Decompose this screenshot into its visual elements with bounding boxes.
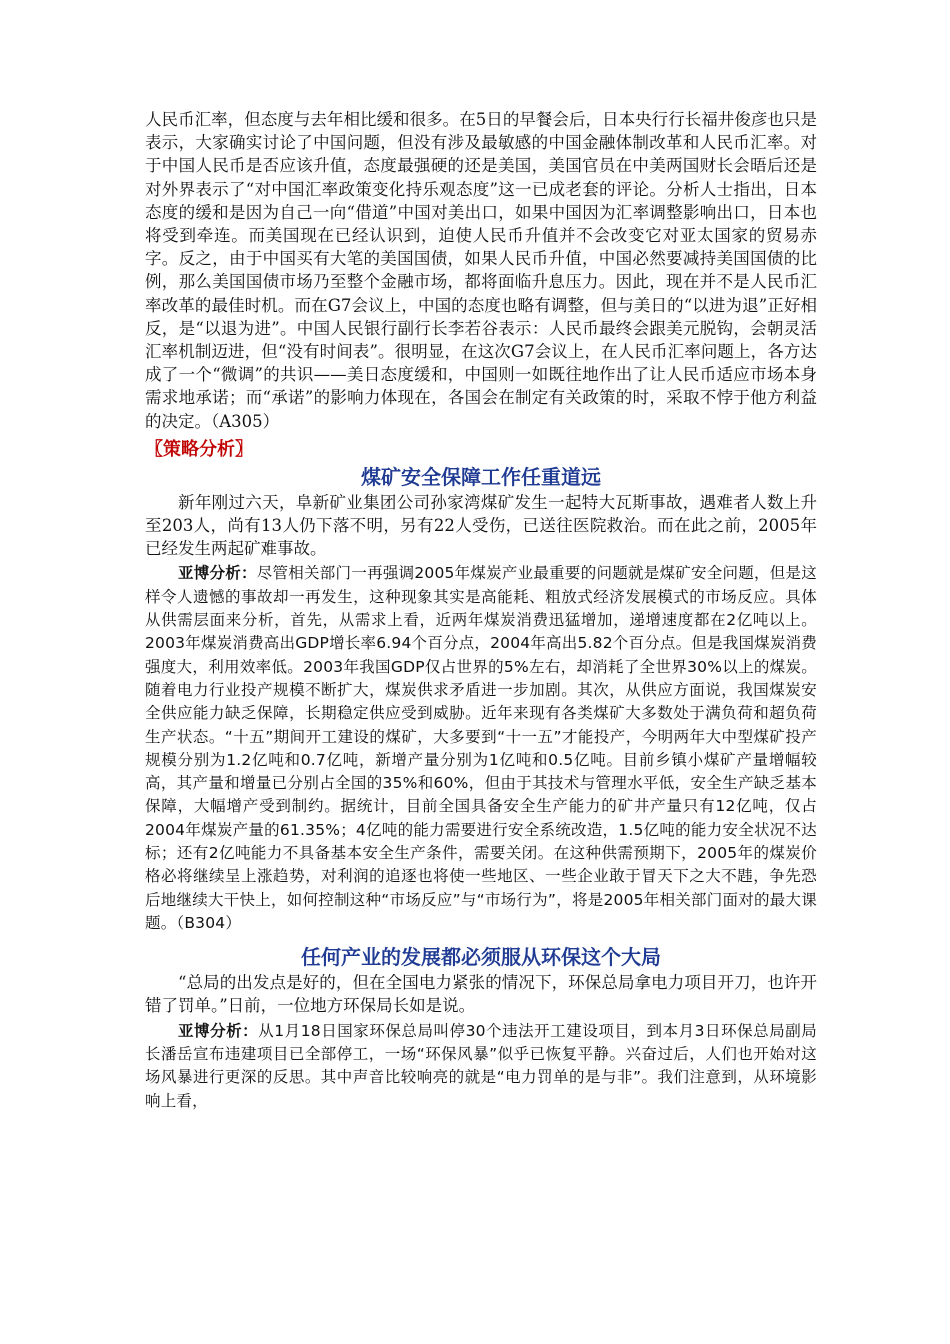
- article1-lead: 新年刚过六天，阜新矿业集团公司孙家湾煤矿发生一起特大瓦斯事故，遇难者人数上升至203人，尚有13人仍下落不明，另有22人受伤，已送往医院救治。而在此之前，2005年已经发生两起矿难事故。: [145, 492, 817, 559]
- intro-paragraph: 人民币汇率，但态度与去年相比缓和很多。在5日的早餐会后，日本央行行长福井俊彦也只是表示，大家确实讨论了中国问题，但没有涉及最敏感的中国金融体制改革和人民币汇率。对于中国人民币是否应该升值，态度最强硬的还是美国，美国官员在中美两国财长会晤后还是对外界表示了“对中国汇率政策变化持乐观态度”这一已成老套的评论。分析人士指出，日本态度的缓和是因为自己一向“借道”中国对美出口，如果中国因为汇率调整影响出口，日本也将受到牵连。而美国现在已经认识到，迫使人民币升值并不会改变它对亚太国家的贸易赤字。反之，由于中国买有大笔的美国国债，如果人民币升值，中国必然要减持美国国债的比例，那么美国国债市场乃至整个金融市场，都将面临升息压力。因此，现在并不是人民币汇率改革的最佳时机。而在G7会议上，中国的态度也略有调整，但与美日的“以进为退”正好相反，是“以退为进”。中国人民银行副行长李若谷表示：人民币最终会跟美元脱钩，会朝灵活汇率机制迈进，但“没有时间表”。很明显，在这次G7会议上，在人民币汇率问题上，各方达成了一个“微调”的共识——美日态度缓和，中国则一如既往地作出了让人民币适应市场本身需求地承诺；而“承诺”的影响力体现在，各国会在制定有关政策的时，采取不悖于他方利益的决定。（A305）: [145, 110, 817, 431]
- article1-title: 煤矿安全保障工作任重道远: [361, 464, 601, 489]
- article1-analysis-text: 尽管相关部门一再强调2005年煤炭产业最重要的问题就是煤矿安全问题，但是这样令人遗憾的事故却一再发生，这种现象其实是高能耗、粗放式经济发展模式的市场反应。具体从供需层面来分析，首先，从需求上看，近两年煤炭消费迅猛增加，递增速度都在2亿吨以上。2003年煤炭消费高出GDP增长率6.94个百分点，2004年高出5.82个百分点。但是我国煤炭消费强度大，利用效率低。2003年我国GDP仅占世界的5%左右，却消耗了全世界30%以上的煤炭。随着电力行业投产规模不断扩大，煤炭供求矛盾进一步加剧。其次，从供应方面说，我国煤炭安全供应能力缺乏保障，长期稳定供应受到威胁。近年来现有各类煤矿大多数处于满负荷和超负荷生产状态。“十五”期间开工建设的煤矿，大多要到“十一五”才能投产，今明两年大中型煤矿投产规模分别为1.2亿吨和0.7亿吨，新增产量分别为1亿吨和0.5亿吨。目前乡镇小煤矿产量增幅较高，其产量和增量已分别占全国的35%和60%，但由于其技术与管理水平低，安全生产缺乏基本保障，大幅增产受到制约。据统计，目前全国具备安全生产能力的矿井产量只有12亿吨，仅占2004年煤炭产量的61.35%；4亿吨的能力需要进行安全系统改造，1.5亿吨的能力安全状况不达标；还有2亿吨能力不具备基本安全生产条件，需要关闭。在这种供需预期下，2005年的煤炭价格必将继续呈上涨趋势，对利润的追逐也将使一些地区、一些企业敢于冒天下之大不韪，争先恐后地继续大干快上，如何控制这种“市场反应”与“市场行为”，将是2005年相关部门面对的最大课题。（B304）: [145, 564, 817, 932]
- article2-analysis-text: 从1月18日国家环保总局叫停30个违法开工建设项目，到本月3日环保总局副局长潘岳宣布违建项目已全部停工，一场“环保风暴”似乎已恢复平静。兴奋过后，人们也开始对这场风暴进行更深的反思。其中声音比较响亮的就是“电力罚单的是与非”。我们注意到，从环境影响上看，: [145, 1021, 817, 1110]
- article1-analysis: [145, 562, 817, 935]
- article1-analysis-label: 亚博分析：: [178, 564, 257, 583]
- article2-lead: “总局的出发点是好的，但在全国电力紧张的情况下，环保总局拿电力项目开刀，也许开错了罚单。”日前，一位地方环保局长如是说。: [145, 973, 817, 1016]
- section-tag-strategy-analysis: 〖策略分析〗: [145, 438, 253, 460]
- article2-title: 任何产业的发展都必须服从环保这个大局: [301, 945, 661, 970]
- article2-analysis: [145, 1020, 817, 1113]
- article2-analysis-label: 亚博分析：: [178, 1021, 259, 1040]
- document-page: [145, 108, 817, 1113]
